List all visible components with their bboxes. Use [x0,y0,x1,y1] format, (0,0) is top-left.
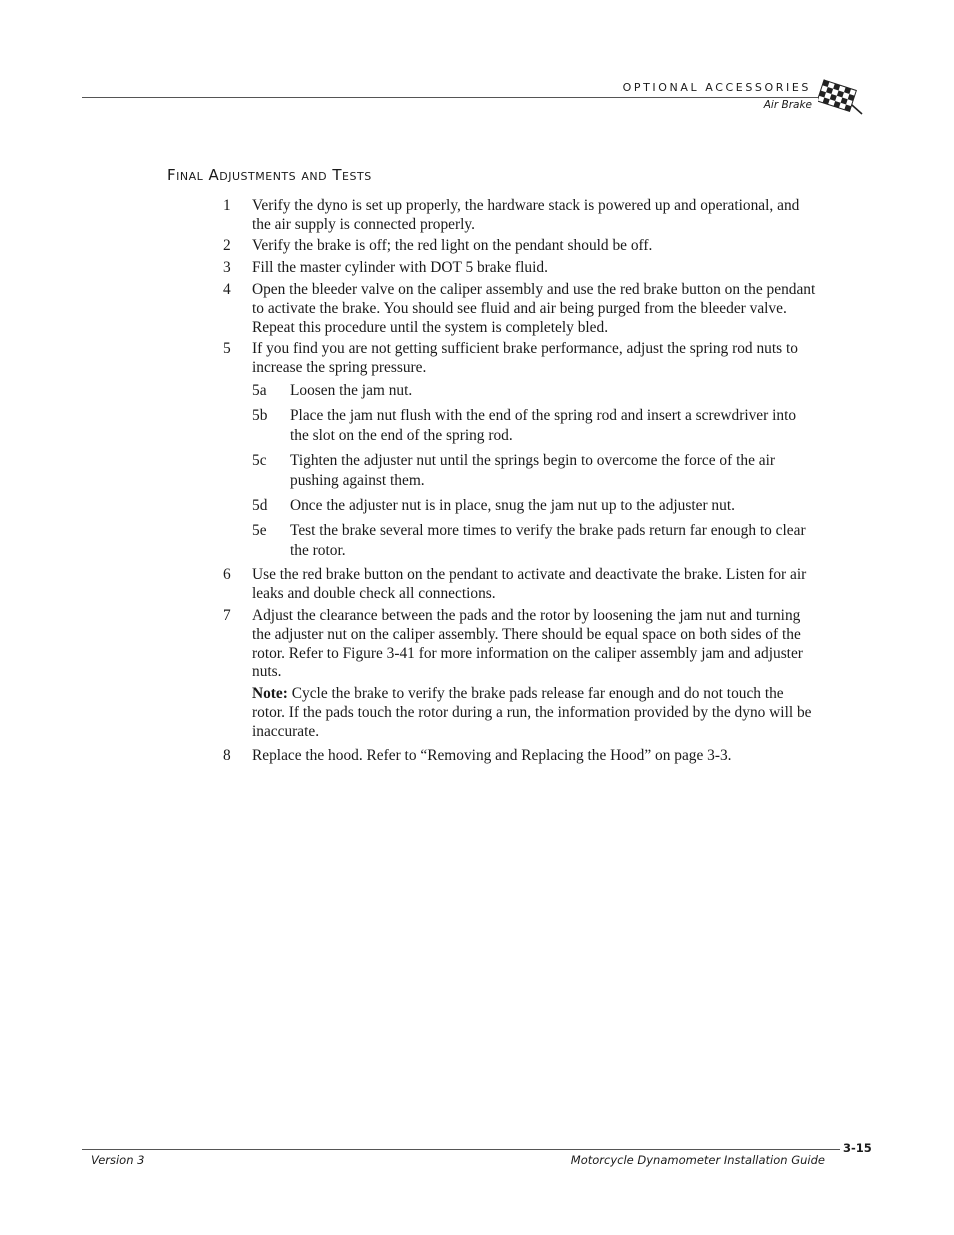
header-rule [82,97,820,98]
header-section-title: OPTIONAL ACCESSORIES [622,81,811,94]
step-text: Verify the brake is off; the red light on the pendant should be off. [252,237,653,254]
step-text: Fill the master cylinder with DOT 5 brake fluid. [252,259,548,276]
step-3 [223,259,823,278]
step-7 [223,607,823,682]
step-text: Verify the dyno is set up properly, the hardware stack is powered up and operational, and the air supply is connected properly. [252,197,800,233]
substep-text: Loosen the jam nut. [290,382,413,399]
page-number: 3-15 [843,1141,872,1155]
step-text: Adjust the clearance between the pads and the rotor by loosening the jam nut and turning the adjuster nut on the caliper assembly. There should be equal space on both sides of the rotor. Refer to Figure 3-41 for more information on the caliper assembly jam and adjuster nuts. [252,607,803,681]
substep-number: 5a [252,382,267,399]
step-2 [223,237,823,256]
step-number: 8 [223,747,231,764]
header-subsection: Air Brake [763,99,812,111]
footer-rule [82,1149,840,1150]
substep-text: Test the brake several more times to verify the brake pads return far enough to clear the rotor. [290,522,806,559]
step-1 [223,197,823,235]
substep-text: Tighten the adjuster nut until the springs begin to overcome the force of the air pushing against them. [290,452,775,489]
step-6 [223,566,823,604]
section-title: Final Adjustments and Tests [167,166,372,184]
note [252,685,818,741]
note-label: Note: [252,685,288,702]
checkered-flag-icon [818,74,866,116]
substep-5c [252,451,824,490]
step-number: 1 [223,197,231,214]
step-4 [223,281,823,337]
step-text: If you find you are not getting sufficient brake performance, adjust the spring rod nuts to increase the spring pressure. [252,340,798,376]
step-text: Open the bleeder valve on the caliper assembly and use the red brake button on the pendant to activate the brake. You should see fluid and air being purged from the bleeder valve. Repeat this procedure until the system is completely bled. [252,281,816,336]
footer-version: Version 3 [91,1153,145,1167]
substep-5a [252,381,824,401]
step-number: 6 [223,566,231,583]
step-number: 5 [223,340,231,357]
substep-text: Once the adjuster nut is in place, snug the jam nut up to the adjuster nut. [290,497,735,514]
substep-text: Place the jam nut flush with the end of the spring rod and insert a screwdriver into the slot on the end of the spring rod. [290,407,797,444]
substep-number: 5b [252,407,268,424]
step-number: 3 [223,259,231,276]
step-number: 4 [223,281,231,298]
step-number: 2 [223,237,231,254]
substep-5d [252,496,824,516]
note-text: Cycle the brake to verify the brake pads release far enough and do not touch the rotor. If the pads touch the rotor during a run, the information provided by the dyno will be inaccurate. [252,685,812,740]
substep-5b [252,406,824,445]
footer-guide-title: Motorcycle Dynamometer Installation Guide [570,1153,825,1167]
substep-number: 5c [252,452,267,469]
step-text: Replace the hood. Refer to “Removing and Replacing the Hood” on page 3-3. [252,747,732,764]
step-5 [223,340,823,378]
step-8 [223,747,823,766]
step-text: Use the red brake button on the pendant to activate and deactivate the brake. Listen for air leaks and double check all connections. [252,566,807,602]
step-number: 7 [223,607,231,624]
substep-5e [252,521,824,560]
substep-number: 5e [252,522,267,539]
substep-number: 5d [252,497,268,514]
